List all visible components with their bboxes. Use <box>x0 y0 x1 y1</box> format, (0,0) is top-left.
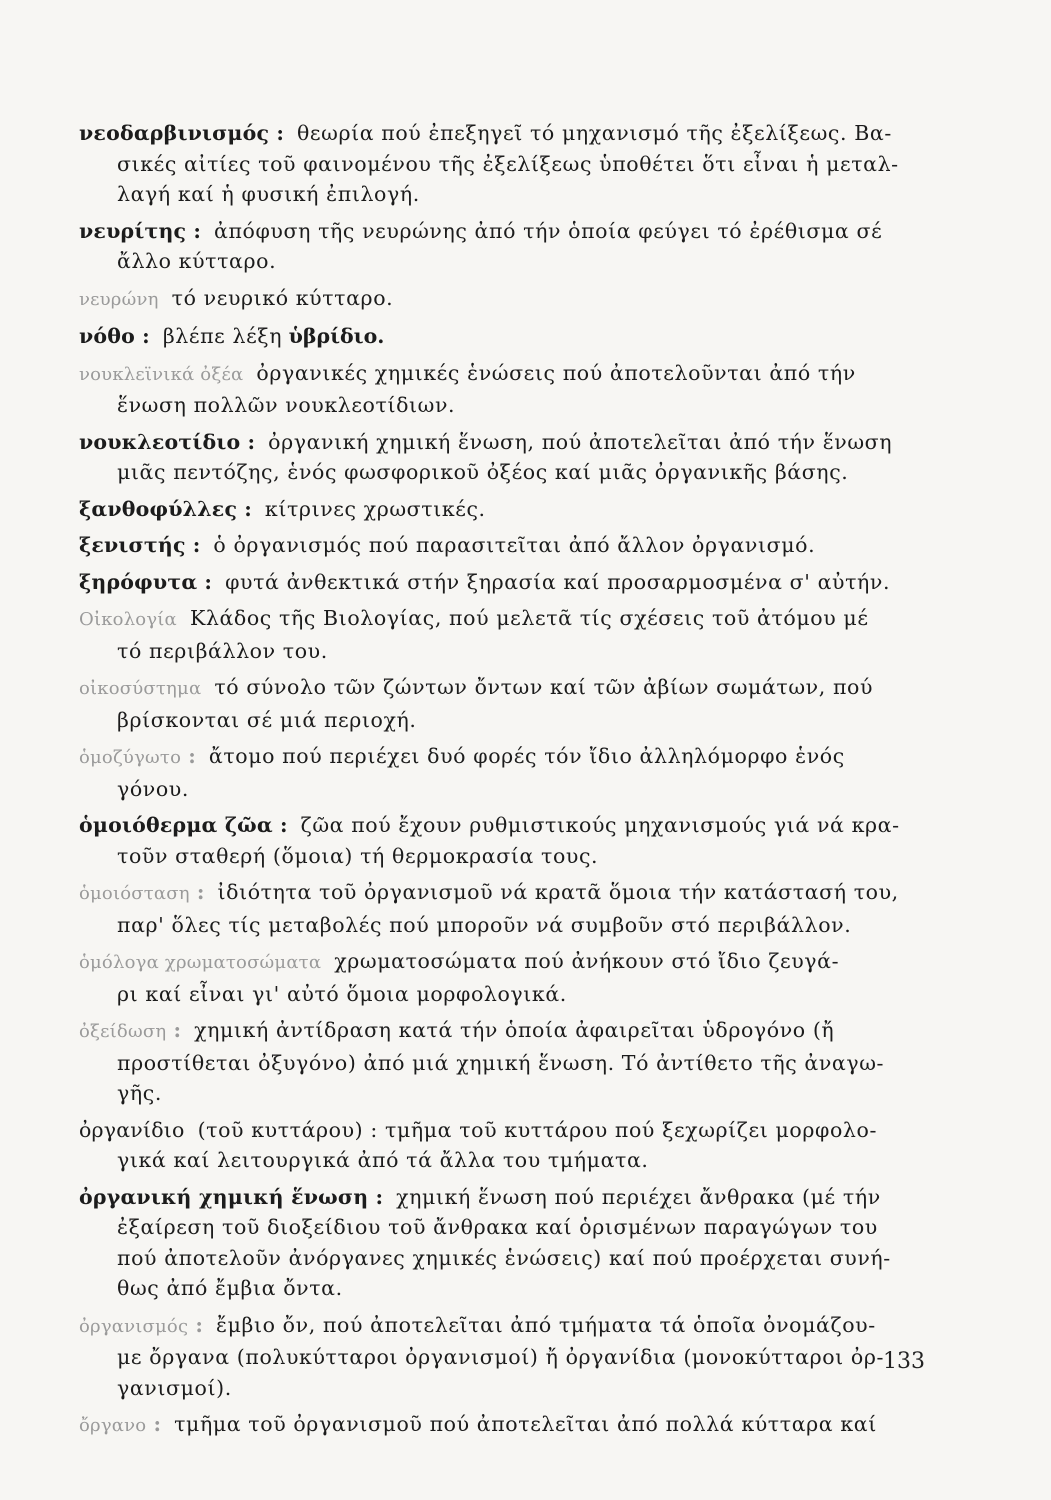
entry-line <box>79 705 929 736</box>
entry-term: ξηρόφυτα <box>79 569 198 594</box>
entry-line <box>79 1243 929 1274</box>
entry-line <box>79 774 929 805</box>
entry-definition: ἕνωση πολλῶν νουκλεοτίδιων. <box>117 393 456 417</box>
glossary-entry <box>79 741 929 804</box>
entry-line <box>79 118 929 149</box>
entry-line <box>79 603 929 636</box>
entry-line <box>79 179 929 210</box>
entry-term: ὁμόλογα χρωματοσώματα <box>79 952 322 973</box>
entry-definition: προστίθεται ὀξυγόνο) ἀπό μιά χημική ἕνωση. Τό ἀντίθετο τῆς ἀναγω- <box>117 1050 885 1075</box>
entry-separator: : <box>240 429 256 454</box>
entry-term: ὁμοιόθερμα ζῶα <box>79 813 273 837</box>
glossary-entry <box>79 283 929 316</box>
entry-line <box>79 1145 929 1176</box>
glossary-entry <box>79 1310 929 1404</box>
entry-definition: βλέπε λέξη <box>162 324 283 348</box>
entry-line <box>79 494 929 525</box>
glossary-entry <box>79 567 929 598</box>
entry-definition: γικά καί λειτουργικά ἀπό τά ἄλλα του τμήματα. <box>117 1148 649 1172</box>
entry-line <box>79 1115 929 1146</box>
entry-line <box>79 877 929 910</box>
entry-definition: ὀργανική χημική ἕνωση, πού ἀποτελεῖται ἀπό τήν ἕνωση <box>268 429 893 454</box>
entry-separator: : <box>272 813 288 837</box>
entry-line <box>79 149 929 180</box>
glossary-entry <box>79 672 929 735</box>
entry-line <box>79 1015 929 1048</box>
entry-line <box>79 1182 929 1213</box>
entry-separator: : <box>135 324 150 348</box>
entry-separator: : <box>185 533 201 557</box>
entry-definition: ἐξαίρεση τοῦ διοξείδιου τοῦ ἄνθρακα καί ὁρισμένων παραγώγων του <box>117 1215 878 1239</box>
entry-definition: ζῶα πού ἔχουν ρυθμιστικούς μηχανισμούς γιά νά κρα- <box>300 813 900 837</box>
entry-definition: σικές αἰτίες τοῦ φαινομένου τῆς ἐξελίξεως ὑποθέτει ὅτι εἶναι ἡ μεταλ- <box>117 151 899 176</box>
entry-definition: τμῆμα τοῦ ὀργανισμοῦ πού ἀποτελεῖται ἀπό πολλά κύτταρα καί <box>174 1412 877 1436</box>
entry-line <box>79 1273 929 1304</box>
entry-term: ὀργανίδιο <box>79 1117 185 1142</box>
entry-separator: : <box>269 121 284 145</box>
glossary-entry <box>79 603 929 666</box>
entry-term: νευρώνη <box>79 288 159 310</box>
entry-separator: : <box>146 1412 162 1436</box>
entry-line <box>79 1373 929 1404</box>
entry-term: νόθο <box>79 324 136 348</box>
entry-definition: γανισμοί). <box>117 1375 232 1400</box>
entry-line <box>79 672 929 705</box>
entry-term: Οἰκολογία <box>79 609 177 630</box>
entry-line <box>79 810 929 841</box>
entry-definition: τό σύνολο τῶν ζώντων ὄντων καί τῶν ἀβίων σωμάτων, πού <box>214 675 874 699</box>
entry-line <box>79 390 929 421</box>
entry-line <box>79 1212 929 1243</box>
glossary-entry <box>79 1015 929 1109</box>
entry-term: ὀργανική χημική ἕνωση <box>79 1184 369 1209</box>
entry-term: νευρίτης <box>79 218 187 243</box>
entry-line <box>79 1078 929 1109</box>
entry-definition: θως ἀπό ἔμβια ὄντα. <box>117 1276 343 1300</box>
glossary-entry <box>79 321 929 352</box>
entry-separator: : <box>197 569 213 594</box>
entry-line <box>79 1048 929 1079</box>
entry-line <box>79 216 929 247</box>
entry-definition: τοῦν σταθερή (ὅμοια) τή θερμοκρασία τους. <box>117 843 599 868</box>
entry-separator: : <box>189 880 205 904</box>
entry-definition: χρωματοσώματα πού ἀνήκουν στό ἴδιο ζευγά- <box>334 949 840 973</box>
entry-definition: κίτρινες χρωστικές. <box>264 496 486 521</box>
glossary-entry <box>79 427 929 488</box>
glossary-entry <box>79 530 929 561</box>
entry-definition: τό περιβάλλον του. <box>117 638 328 663</box>
glossary-entry <box>79 118 929 210</box>
entry-definition: γῆς. <box>117 1081 162 1105</box>
entry-term: νουκλεοτίδιο <box>79 429 241 454</box>
entry-separator: : <box>237 496 252 521</box>
entry-line <box>79 946 929 979</box>
glossary-entry <box>79 216 929 277</box>
entry-line <box>79 841 929 872</box>
entry-line <box>79 1310 929 1343</box>
entry-definition: ἄτομο πού περιέχει δυό φορές τόν ἴδιο ἀλληλόμορφο ἑνός <box>208 744 845 768</box>
entry-line <box>79 1342 929 1373</box>
entry-term: ὁμοζύγωτο <box>79 747 182 768</box>
glossary-entry <box>79 358 929 421</box>
glossary-entry <box>79 877 929 940</box>
entry-line <box>79 283 929 316</box>
entry-definition: πού ἀποτελοῦν ἀνόργανες χημικές ἑνώσεις) καί πού προέρχεται συνή- <box>117 1245 891 1270</box>
entry-definition: ἔμβιο ὄν, πού ἀποτελεῖται ἀπό τμήματα τά ὁποῖα ὀνομάζου- <box>216 1312 876 1337</box>
entry-term: ξενιστής <box>79 533 186 557</box>
entry-line <box>79 530 929 561</box>
entry-separator: : <box>368 1184 384 1209</box>
entry-definition: φυτά ἀνθεκτικά στήν ξηρασία καί προσαρμοσμένα σ' αὐτήν. <box>225 569 891 594</box>
glossary-list <box>79 118 929 1448</box>
entry-separator: : <box>181 744 196 768</box>
entry-definition: γόνου. <box>117 776 189 801</box>
entry-line <box>79 741 929 774</box>
entry-line <box>79 636 929 667</box>
entry-term: νουκλεϊνικά ὀξέα <box>79 363 244 385</box>
entry-line <box>79 246 929 277</box>
entry-definition: ὁ ὀργανισμός πού παρασιτεῖται ἀπό ἄλλον ὀργανισμό. <box>213 533 816 557</box>
entry-reference: ὑβρίδιο. <box>288 324 385 348</box>
entry-definition: με ὄργανα (πολυκύτταροι ὀργανισμοί) ἤ ὀργανίδια (μονοκύτταροι ὀρ- <box>117 1345 885 1369</box>
entry-term: ὁμοιόσταση <box>79 883 190 904</box>
entry-definition: βρίσκονται σέ μιά περιοχή. <box>117 707 417 732</box>
entry-definition: Κλάδος τῆς Βιολογίας, πού μελετᾶ τίς σχέσεις τοῦ ἀτόμου μέ <box>189 606 869 630</box>
entry-separator: : <box>186 218 201 243</box>
entry-separator: : <box>166 1018 182 1042</box>
entry-definition: μιᾶς πεντόζης, ἑνός φωσφορικοῦ ὀξέος καί μιᾶς ὀργανικῆς βάσης. <box>117 460 849 484</box>
entry-term: ὀξείδωση <box>79 1021 167 1042</box>
glossary-entry <box>79 1182 929 1304</box>
entry-definition: ἀπόφυση τῆς νευρώνης ἀπό τήν ὁποία φεύγει τό ἐρέθισμα σέ <box>214 218 883 243</box>
entry-definition: θεωρία πού ἐπεξηγεῖ τό μηχανισμό τῆς ἐξελίξεως. Βα- <box>296 121 892 145</box>
entry-definition: ἰδιότητα τοῦ ὀργανισμοῦ νά κρατᾶ ὅμοια τήν κατάστασή του, <box>217 880 899 904</box>
page-number: 133 <box>883 1349 925 1374</box>
entry-definition: ρι καί εἶναι γι' αὐτό ὅμοια μορφολογικά. <box>117 981 567 1006</box>
entry-definition: τό νευρικό κύτταρο. <box>171 285 394 310</box>
glossary-entry <box>79 1409 929 1442</box>
entry-line <box>79 1409 929 1442</box>
entry-separator: : <box>188 1312 203 1337</box>
entry-definition: λαγή καί ἡ φυσική ἐπιλογή. <box>117 182 420 206</box>
entry-term: ὄργανο <box>79 1415 147 1436</box>
glossary-entry <box>79 946 929 1009</box>
entry-term: ξανθοφύλλες <box>79 496 238 521</box>
glossary-entry <box>79 810 929 871</box>
entry-definition: ἄλλο κύτταρο. <box>117 249 277 273</box>
glossary-entry <box>79 494 929 525</box>
entry-term: ὀργανισμός <box>79 1315 189 1337</box>
entry-definition: χημική ἕνωση πού περιέχει ἄνθρακα (μέ τήν <box>396 1184 881 1209</box>
entry-line <box>79 910 929 941</box>
entry-line <box>79 427 929 458</box>
glossary-entry <box>79 1115 929 1176</box>
entry-definition: (τοῦ κυττάρου) : τμῆμα τοῦ κυττάρου πού ξεχωρίζει μορφολο- <box>197 1117 877 1142</box>
entry-line <box>79 457 929 488</box>
entry-definition: ὀργανικές χημικές ἑνώσεις πού ἀποτελοῦνται ἀπό τήν <box>256 360 856 385</box>
entry-definition: χημική ἀντίδραση κατά τήν ὁποία ἀφαιρεῖται ὑδρογόνο (ἤ <box>194 1018 835 1042</box>
entry-line <box>79 358 929 391</box>
entry-definition: παρ' ὅλες τίς μεταβολές πού μποροῦν νά συμβοῦν στό περιβάλλον. <box>117 912 852 937</box>
entry-line <box>79 979 929 1010</box>
entry-line <box>79 567 929 598</box>
entry-term: οἰκοσύστημα <box>79 678 202 699</box>
entry-term: νεοδαρβινισμός <box>79 121 270 145</box>
entry-line <box>79 321 929 352</box>
